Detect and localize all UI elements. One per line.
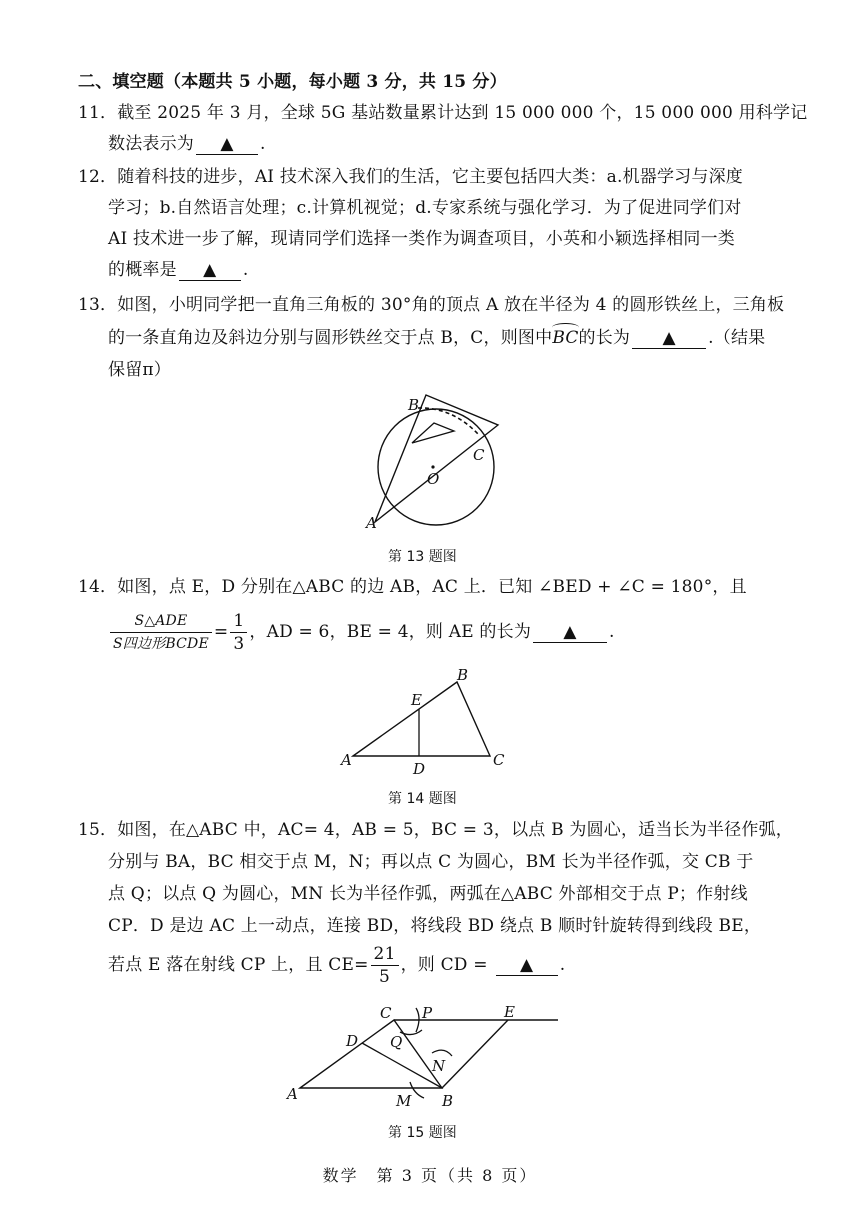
q14-label-e: E [411, 691, 422, 709]
q13-arc-label: BC [552, 328, 579, 348]
q13-number: 13． [78, 295, 118, 315]
q15-figure [282, 998, 572, 1118]
q14-ratio-num: 1 [230, 610, 247, 633]
q15-segment-be [442, 1020, 508, 1088]
q15-text-6: ，则 CD = [400, 955, 488, 975]
q12-line4 [108, 258, 248, 282]
q11-number: 11． [78, 103, 118, 123]
q14-figure [335, 664, 515, 784]
q15-label-q: Q [390, 1033, 403, 1051]
q12-answer-blank[interactable]: ▲ [179, 260, 241, 281]
q12-number: 12． [78, 167, 118, 187]
q15-line5 [108, 940, 565, 990]
q12-line2: 学习；b.自然语言处理；c.计算机视觉；d.专家系统与强化学习．为了促进同学们对 [108, 198, 742, 218]
q14-number: 14． [78, 577, 118, 597]
q15-line4: CP．D 是边 AC 上一动点，连接 BD，将线段 BD 绕点 B 顺时针旋转得到线段 BE， [108, 916, 762, 936]
q14-text-1: 如图，点 E，D 分别在△ABC 的边 AB，AC 上．已知 ∠BED + ∠C = 180°，且 [117, 577, 747, 597]
q15-label-n: N [432, 1057, 446, 1075]
q15-label-a: A [287, 1085, 298, 1103]
q13-label-a: A [366, 514, 377, 532]
q14-frac-den: S四边形BCDE [113, 636, 209, 652]
q11-text-1: 截至 2025 年 3 月，全球 5G 基站数量累计达到 15 000 000 个，15 000 000 用科学记 [117, 103, 808, 123]
q14-ratio-fraction [230, 610, 247, 655]
q15-text-1: 如图，在△ABC 中，AC= 4，AB = 5，BC = 3，以点 B 为圆心，适当长为半径作弧， [117, 820, 793, 840]
q12-text-5: . [242, 260, 249, 280]
q15-label-b: B [442, 1092, 454, 1110]
q13-circle [378, 409, 494, 525]
q13-text-4: .（结果 [708, 328, 766, 348]
q15-label-m: M [396, 1092, 412, 1110]
q13-line1 [78, 293, 784, 317]
q15-text-7: . [559, 955, 566, 975]
q14-label-d: D [413, 760, 426, 778]
q14-label-c: C [493, 751, 505, 769]
q11-text-2: 数法表示为 [108, 134, 194, 154]
q15-text-5: 若点 E 落在射线 CP 上，且 CE= [108, 955, 369, 975]
q13-figure [340, 385, 520, 535]
q15-ce-num: 21 [371, 943, 399, 966]
q15-label-c: C [380, 1004, 392, 1022]
q13-label-b: B [408, 396, 420, 414]
section-heading: 二、填空题（本题共 5 小题，每小题 3 分，共 15 分） [78, 72, 507, 92]
q12-text-1: 随着科技的进步，AI 技术深入我们的生活，它主要包括四大类：a.机器学习与深度 [117, 167, 743, 187]
page-footer: 数学 第 3 页（共 8 页） [322, 1166, 538, 1185]
q15-label-p: P [422, 1004, 433, 1022]
q15-caption: 第 15 题图 [388, 1125, 457, 1141]
q12-text-4: 的概率是 [108, 260, 177, 280]
q15-line3: 点 Q；以点 Q 为圆心，MN 长为半径作弧，两弧在△ABC 外部相交于点 P；作射线 [108, 884, 748, 904]
q13-center-dot [431, 465, 434, 468]
q15-number: 15． [78, 820, 118, 840]
q11-line1 [78, 101, 807, 125]
q15-answer-blank[interactable]: ▲ [496, 955, 558, 976]
q15-arc-m [410, 1082, 424, 1098]
q14-ratio-den: 3 [233, 634, 245, 654]
q15-label-d: D [346, 1032, 359, 1050]
q11-text-3: . [260, 134, 266, 154]
q13-answer-blank[interactable]: ▲ [632, 328, 706, 349]
q13-line2 [108, 326, 765, 350]
q13-line3: 保留π） [108, 360, 171, 380]
q14-eq: = [213, 622, 229, 642]
q13-triangle-inner [412, 423, 454, 443]
q14-text-3: . [609, 622, 615, 642]
q15-arc-n [432, 1050, 452, 1056]
q11-line2 [108, 132, 266, 156]
q14-label-a: A [341, 751, 352, 769]
q13-label-c: C [473, 446, 485, 464]
q13-text-1: 如图，小明同学把一直角三角板的 30°角的顶点 A 放在半径为 4 的圆形铁丝上，三角板 [117, 295, 785, 315]
q14-text-2: ，AD = 6，BE = 4，则 AE 的长为 [249, 622, 532, 642]
q15-ce-fraction [371, 943, 399, 988]
q14-answer-blank[interactable]: ▲ [533, 622, 607, 643]
q13-text-3: 的长为 [578, 328, 631, 348]
q14-frac-num: S△ADE [110, 610, 212, 633]
q14-line2 [108, 608, 615, 656]
q15-line2: 分别与 BA，BC 相交于点 M，N；再以点 C 为圆心，BM 长为半径作弧，交 CB 于 [108, 852, 754, 872]
q15-ce-den: 5 [379, 967, 391, 987]
q13-text-2: 的一条直角边及斜边分别与圆形铁丝交于点 B，C，则图中 [108, 328, 553, 348]
q12-line1 [78, 165, 743, 189]
q14-label-b: B [457, 666, 469, 684]
q11-answer-blank[interactable]: ▲ [196, 134, 258, 155]
q15-line1 [78, 818, 793, 842]
q14-line1 [78, 575, 747, 599]
q12-line3: AI 技术进一步了解，现请同学们选择一类作为调查项目，小英和小颖选择相同一类 [108, 229, 735, 249]
q15-label-e: E [504, 1003, 515, 1021]
q14-area-fraction [110, 610, 212, 655]
q13-caption: 第 13 题图 [388, 549, 457, 565]
q14-caption: 第 14 题图 [388, 791, 457, 807]
q13-label-o: O [427, 470, 440, 488]
